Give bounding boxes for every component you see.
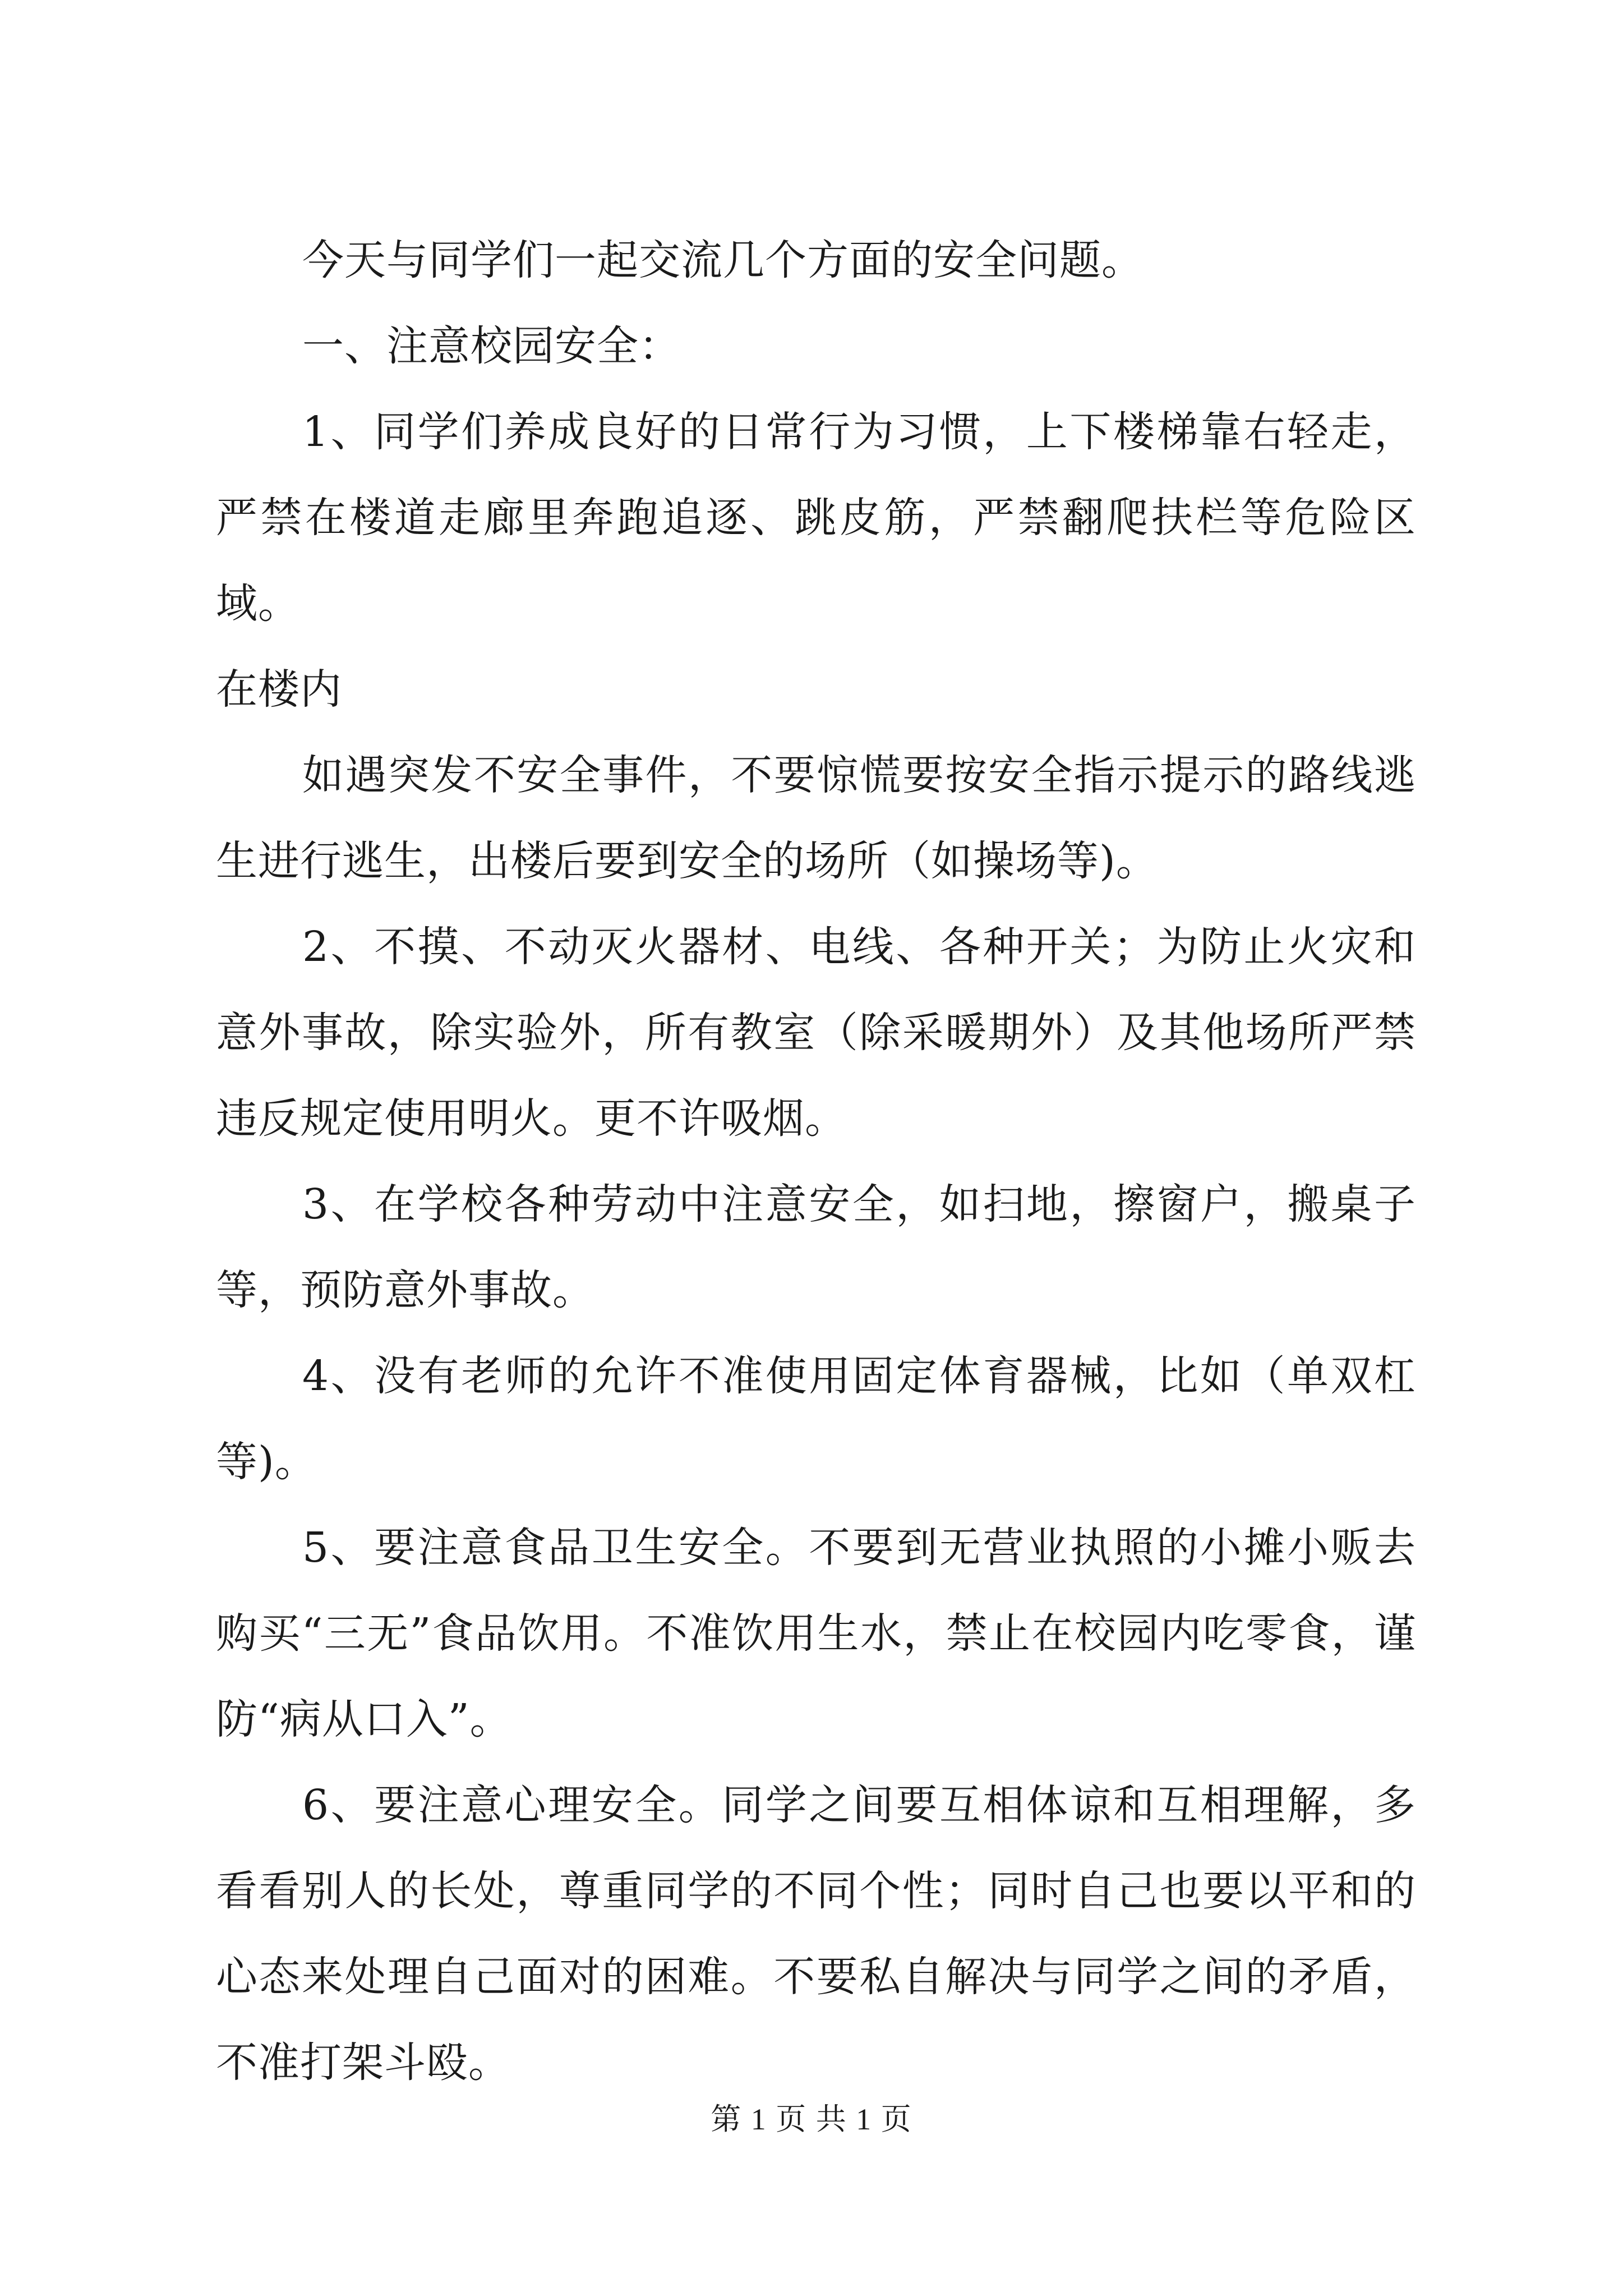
page-number-footer: 第 1 页 共 1 页 <box>711 2102 912 2136</box>
paragraph-fragment: 在楼内 <box>216 665 342 714</box>
paragraph-item-1: 1、同学们养成良好的日常行为习惯，上下楼梯靠右轻走，严禁在楼道走廊里奔跑追逐、跳皮筋，严禁翻爬扶栏等危险区域。 <box>216 408 1416 628</box>
section-heading: 一、注意校园安全： <box>302 322 681 370</box>
paragraph-item-4: 4、没有老师的允许不准使用固定体育器械，比如（单双杠等)。 <box>216 1352 1416 1486</box>
paragraph-intro: 今天与同学们一起交流几个方面的安全问题。 <box>302 236 1144 284</box>
paragraph-emergency: 如遇突发不安全事件，不要惊慌要按安全指示提示的路线逃生进行逃生，出楼后要到安全的场所（如操场等)。 <box>216 751 1416 885</box>
paragraph-item-3: 3、在学校各种劳动中注意安全，如扫地，擦窗户，搬桌子等，预防意外事故。 <box>216 1180 1416 1314</box>
document-body <box>216 218 1416 2106</box>
paragraph-item-2: 2、不摸、不动灭火器材、电线、各种开关；为防止火灾和意外事故，除实验外，所有教室（除采暖期外）及其他场所严禁违反规定使用明火。更不许吸烟。 <box>216 923 1416 1143</box>
paragraph-item-5: 5、要注意食品卫生安全。不要到无营业执照的小摊小贩去购买“三无”食品饮用。不准饮用生水，禁止在校园内吃零食，谨防“病从口入”。 <box>216 1524 1416 1743</box>
paragraph-item-6: 6、要注意心理安全。同学之间要互相体谅和互相理解，多看看别人的长处，尊重同学的不同个性；同时自己也要以平和的心态来处理自己面对的困难。不要私自解决与同学之间的矛盾，不准打架斗殴。 <box>216 1781 1416 2087</box>
